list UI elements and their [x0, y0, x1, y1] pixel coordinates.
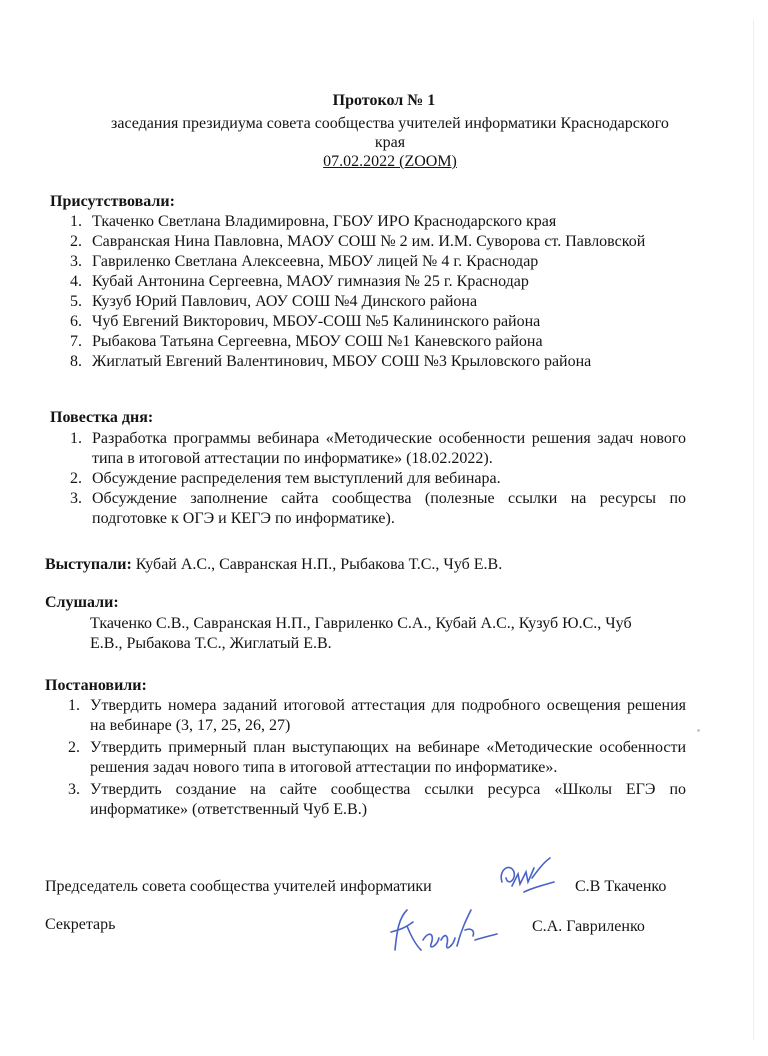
decisions-list: [68, 696, 686, 820]
secretary-signature-image: [385, 900, 500, 962]
decision-item: 1. Утвердить номера заданий итоговой аттестация для подробного освещения решения на вебинаре (3, 17, 25, 26, 27): [68, 697, 686, 734]
agenda-heading: Повестка дня:: [50, 409, 154, 426]
listened-line2: Е.В., Рыбакова Т.С., Жиглатый Е.В.: [90, 635, 332, 652]
agenda-list: [70, 429, 686, 529]
secretary-name: С.А. Гавриленко: [532, 918, 645, 935]
present-item: 2. Савранская Нина Павловна, МАОУ СОШ № 2 им. И.М. Суворова ст. Павловской: [70, 233, 646, 250]
secretary-role: Секретарь: [45, 916, 116, 933]
present-item: 4. Кубай Антонина Сергеевна, МАОУ гимназия № 25 г. Краснодар: [70, 273, 529, 290]
speakers-text: Кубай А.С., Савранская Н.П., Рыбакова Т.С., Чуб Е.В.: [135, 556, 503, 573]
speakers-line: [45, 555, 502, 575]
protocol-date: 07.02.2022 (ZOOM): [323, 153, 457, 170]
scan-speck: [697, 729, 700, 732]
agenda-item: 2. Обсуждение распределения тем выступлений для вебинара.: [70, 470, 501, 487]
decision-item: 2. Утвердить примерный план выступающих на вебинаре «Методические особенности решения задач нового типа в итоговой аттестации по информатике».: [68, 739, 686, 776]
protocol-subtitle-line1: заседания президиума совета сообщества учителей информатики Краснодарского: [111, 115, 669, 132]
present-item: 3. Гавриленко Светлана Алексеевна, МБОУ лицей № 4 г. Краснодар: [70, 253, 539, 270]
present-item: 1. Ткаченко Светлана Владимировна, ГБОУ ИРО Краснодарского края: [70, 213, 557, 230]
chair-role: Председатель совета сообщества учителей информатики: [45, 878, 432, 895]
present-list: [70, 212, 686, 372]
protocol-title: Протокол № 1: [332, 92, 436, 109]
chair-signature-image: [488, 852, 560, 902]
present-item: 6. Чуб Евгений Викторович, МБОУ-СОШ №5 Калининского района: [70, 313, 541, 330]
present-item: 8. Жиглатый Евгений Валентинович, МБОУ СОШ №3 Крыловского района: [70, 353, 592, 370]
present-item: 7. Рыбакова Татьяна Сергеевна, МБОУ СОШ №1 Каневского района: [70, 333, 543, 350]
speakers-heading: Выступали:: [45, 556, 132, 573]
listened-line1: Ткаченко С.В., Савранская Н.П., Гавриленко С.А., Кубай А.С., Кузуб Ю.С., Чуб: [90, 615, 632, 632]
protocol-date-wrap: [40, 152, 740, 171]
agenda-item: 1. Разработка программы вебинара «Методические особенности решения задач нового типа в итоговой аттестации по информатике» (18.02.2022).: [70, 430, 686, 467]
present-item: 5. Кузуб Юрий Павлович, АОУ СОШ №4 Динского района: [70, 293, 478, 310]
protocol-subtitle-line2: края: [374, 134, 406, 151]
listened-heading: Слушали:: [45, 594, 119, 611]
scan-edge-line: [753, 20, 754, 1040]
present-heading: Присутствовали:: [50, 193, 175, 210]
decisions-heading: Постановили:: [45, 677, 147, 694]
agenda-item: 3. Обсуждение заполнение сайта сообщества (полезные ссылки на ресурсы по подготовке к ОГЭ и КЕГЭ по информатике).: [70, 490, 686, 527]
decision-item: 3. Утвердить создание на сайте сообщества ссылки ресурса «Школы ЕГЭ по информатике» (ответственный Чуб Е.В.): [68, 781, 686, 818]
chair-name: С.В Ткаченко: [575, 878, 667, 895]
